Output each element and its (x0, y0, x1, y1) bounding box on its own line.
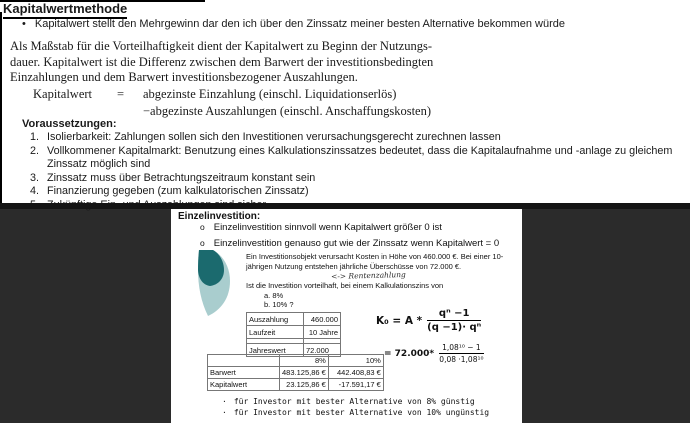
definition-line: Einzahlungen und dem Barwert investitionsbezogener Auszahlungen. (10, 70, 358, 84)
fraction-denominator: (q −1)· qⁿ (427, 322, 482, 333)
intro-bullet (22, 18, 677, 30)
bullet-icon: · (222, 408, 227, 417)
conclusion-item (222, 396, 489, 407)
circle-bullet-icon: o (200, 238, 205, 248)
item-text: Isolierbarkeit: Zahlungen sollen sich den Investitionen verursachungsgerecht zurechnen lassen (47, 131, 501, 143)
fraction (427, 308, 481, 333)
panel-bullet-text: Einzelinvestition sinnvoll wenn Kapitalwert größer 0 ist (213, 222, 442, 233)
panel-bullet (200, 222, 442, 233)
cell-value: 442.408,83 € (328, 367, 383, 379)
input-label: Jahreswert (247, 344, 304, 357)
handwritten-annotation: <-> Rentenzahlung (330, 270, 406, 281)
input-label: Auszahlung (247, 313, 304, 326)
row-label: Barwert (208, 367, 280, 379)
example-line: jährigen Nutzung entstehen jährliche Überschüsse von 72.000 €. (246, 262, 462, 271)
list-item (30, 185, 678, 199)
table-header-row (208, 355, 384, 367)
option-b: b. 10% ? (264, 300, 294, 309)
formula-lhs: = 72.000* (384, 348, 435, 359)
equation-line-2: −abgezinste Auszahlungen (einschl. Anschaffungskosten) (143, 104, 432, 118)
npv-formula-numeric (384, 343, 484, 364)
equation-line-1: abgezinste Einzahlung (einschl. Liquidationserlös) (143, 87, 397, 101)
item-number: 2. (30, 144, 40, 157)
page-title: Kapitalwertmethode (3, 1, 127, 19)
item-number: 1. (30, 131, 40, 143)
conclusion-text: für Investor mit bester Alternative von 8% günstig (233, 397, 475, 406)
input-data-table (246, 312, 341, 357)
table-row (208, 379, 384, 391)
left-border-line (0, 12, 2, 203)
definition-paragraph (10, 39, 433, 86)
item-text: Vollkommener Kapitalmarkt: Benutzung eines Kalkulationszinssatzes bedeutet, dass die Kapitalaufnahme und -anlage zu gleichem Zinssatz möglich sind (47, 144, 673, 170)
panel-heading: Einzelinvestition: (178, 211, 261, 222)
panel-bullet (200, 238, 499, 249)
item-text: Finanzierung gegeben (zum kalkulatorischen Zinssatz) (47, 185, 309, 197)
equals-sign: = (117, 87, 125, 101)
item-text: Zinssatz muss über Betrachtungszeitraum konstant sein (47, 171, 316, 184)
einzelinvestition-panel (171, 209, 522, 423)
list-item (30, 172, 678, 186)
definition-line: dauer. Kapitalwert ist die Differenz zwischen dem Barwert der investitionsbedingten (10, 54, 434, 69)
table-row (247, 313, 341, 326)
panel-bullet-text: Einzelinvestition genauso gut wie der Zinssatz wenn Kapitalwert = 0 (213, 238, 500, 249)
bullet-icon: • (22, 18, 26, 30)
input-label: Laufzeit (247, 326, 304, 339)
row-label: Kapitalwert (208, 379, 280, 391)
conclusions-list (222, 396, 489, 418)
bullet-icon: · (222, 397, 227, 406)
voraussetzungen-list (30, 131, 678, 212)
option-a: a. 8% (264, 291, 284, 300)
list-item (30, 145, 678, 172)
teal-leaf-logo-icon (197, 250, 231, 316)
cell-value: 483.125,86 € (280, 367, 329, 379)
input-value: 460.000 (304, 313, 341, 326)
input-value: 72.000 (304, 344, 341, 357)
table-row (247, 326, 341, 339)
fraction-denominator: 0,08 ·1,08¹⁰ (439, 355, 484, 364)
formula-lhs: K₀ = A * (376, 314, 423, 327)
table-row (208, 367, 384, 379)
item-number: 4. (30, 185, 40, 197)
circle-bullet-icon: o (200, 222, 205, 232)
definition-line: Als Maßstab für die Vorteilhaftigkeit dient der Kapitalwert zu Beginn der Nutzungs- (10, 39, 433, 53)
header-cell: 8% (280, 355, 329, 367)
conclusion-text: für Investor mit bester Alternative von 10% ungünstig (233, 408, 490, 417)
notes-section (0, 0, 690, 203)
header-cell (208, 355, 280, 367)
result-table (207, 354, 384, 391)
fraction-numerator: qⁿ −1 (427, 308, 481, 321)
example-line: Ein Investitionsobjekt verursacht Kosten in Höhe von 460.000 €. Bei einer 10- (246, 252, 504, 261)
cell-value: 23.125,86 € (280, 379, 329, 391)
example-description (246, 252, 503, 272)
npv-formula-symbolic (376, 308, 481, 333)
cell-value: -17.591,17 € (328, 379, 383, 391)
conclusion-item (222, 407, 489, 418)
list-item (30, 131, 678, 145)
example-question: Ist die Investition vorteilhaft, bei einem Kalkulationszins von (246, 281, 444, 290)
voraussetzungen-heading: Voraussetzungen: (22, 118, 117, 130)
header-cell: 10% (328, 355, 383, 367)
equation-label: Kapitalwert (33, 87, 93, 101)
input-value: 10 Jahre (304, 326, 341, 339)
fraction-numerator: 1,08¹⁰ − 1 (439, 343, 484, 354)
fraction (439, 343, 484, 364)
item-number: 3. (30, 171, 40, 184)
kapitalwert-equation (33, 86, 431, 120)
intro-bullet-text: Kapitalwert stellt den Mehrgewinn dar den ich über den Zinssatz meiner besten Alternative bekommen würde (34, 18, 565, 30)
